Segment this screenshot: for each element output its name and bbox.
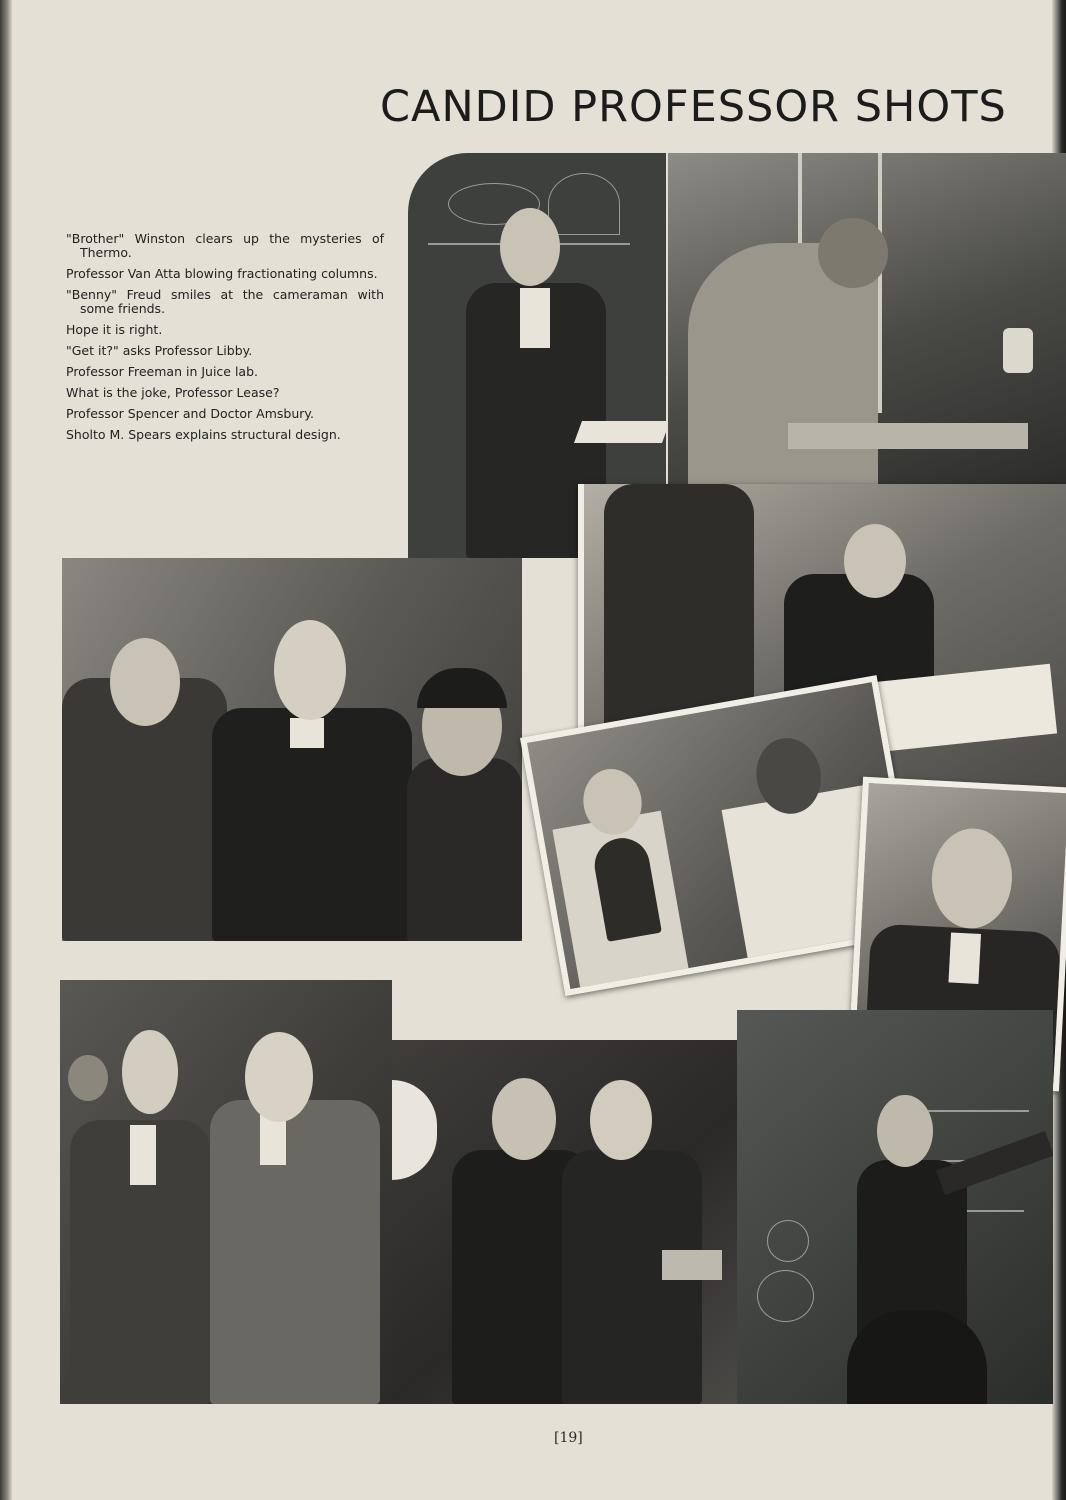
caption-item: Sholto M. Spears explains structural design.: [66, 427, 341, 442]
caption-item: "Benny" Freud smiles at the cameraman with some friends.: [66, 287, 384, 316]
photo-van-atta-lab: [668, 153, 1066, 488]
photo-spencer-amsbury: [60, 980, 392, 1404]
caption-item: "Get it?" asks Professor Libby.: [66, 343, 253, 358]
caption-item: Professor Freeman in Juice lab.: [66, 364, 258, 379]
caption-item: "Brother" Winston clears up the mysteries of Thermo.: [66, 231, 384, 260]
caption-item: What is the joke, Professor Lease?: [66, 385, 280, 400]
caption-list: [66, 232, 384, 449]
page-title: CANDID PROFESSOR SHOTS: [380, 82, 1007, 132]
photo-lease-joke: [392, 1040, 737, 1404]
caption-item: Professor Spencer and Doctor Amsbury.: [66, 406, 314, 421]
caption-item: Hope it is right.: [66, 322, 163, 337]
page-number: [19]: [554, 1430, 583, 1446]
caption-item: Professor Van Atta blowing fractionating columns.: [66, 266, 378, 281]
photo-freud-friends: [62, 558, 522, 941]
photo-spears-structural: [737, 1010, 1053, 1404]
page-binding-edge: [0, 0, 12, 1500]
